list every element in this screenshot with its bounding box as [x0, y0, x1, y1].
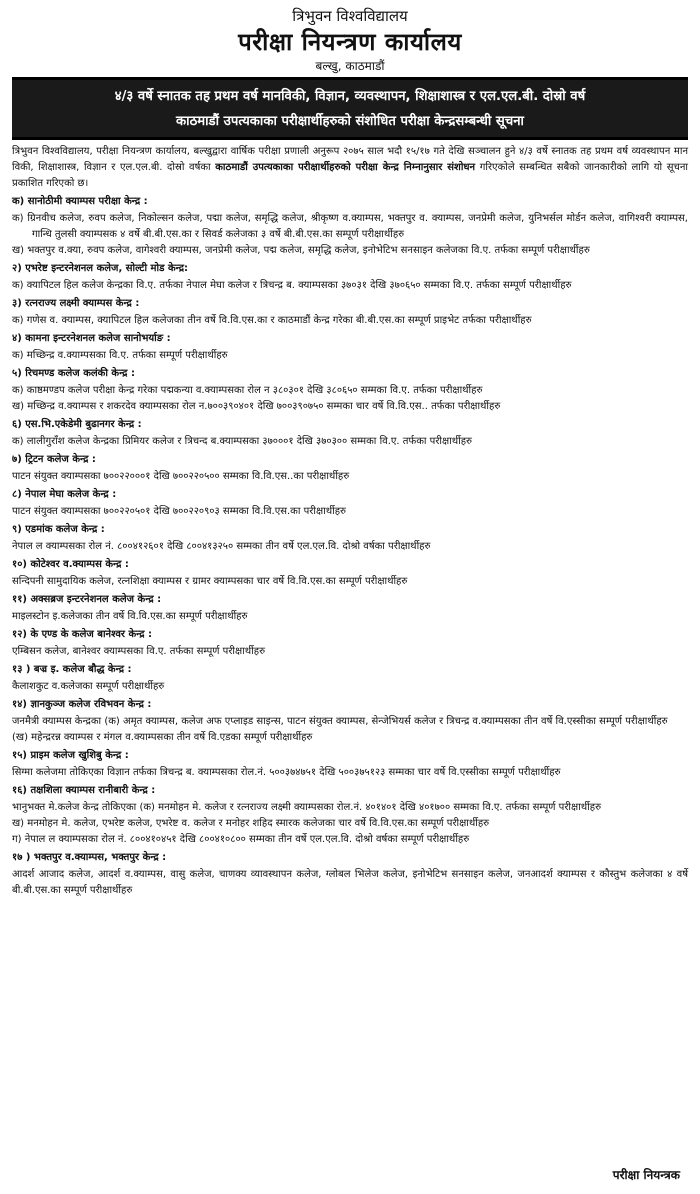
notice-title-line-2: काठमाडौं उपत्यकाका परीक्षार्थीहरुको संशोधित परीक्षा केन्द्रसम्बन्धी सूचना — [176, 114, 524, 129]
office-location: बल्खु, काठमाडौं — [315, 59, 385, 73]
section-title: १४) ज्ञानकुञ्ज कलेज रविभवन केन्द्र : — [12, 699, 152, 710]
section-entry: सिग्मा कलेजमा तोकिएका विज्ञान तर्फका त्रिचन्द्र ब. क्याम्पसका रोल.नं. ५००३७४७५१ देखि ५००३७५१२३ सम्मका चार वर्षे वि.एस्सीका सम्पूर्ण परीक्षार्थीहरु — [12, 767, 561, 778]
section-entry: (ख) महेन्द्ररन्न क्याम्पस र मंगल व.क्याम्पसका तीन वर्षे वि.एडका सम्पूर्ण परीक्षार्थीहरु — [12, 732, 313, 743]
section-entry: क) काष्ठमण्डप कलेज परीक्षा केन्द्र गरेका पद्मकन्या व.क्याम्पसका रोल न ३८०३०१ देखि ३८०६५० सम्मका वि.ए. तर्फका परीक्षार्थीहरु — [12, 385, 483, 396]
section-title: १०) कोटेश्वर व.क्याम्पस केन्द्र : — [12, 559, 129, 570]
section-title: १५) प्राइम कलेज खुशिबु केन्द्र : — [12, 750, 129, 761]
section-title: क) सानोठीमी क्याम्पस परीक्षा केन्द्र : — [12, 196, 148, 207]
notice-title-line-1: ४/३ वर्षे स्नातक तह प्रथम वर्ष मानविकी, विज्ञान, व्यवस्थापन, शिक्षाशास्त्र र एल.एल.बी. दोस्रो वर्ष — [114, 89, 586, 104]
section-entry: ग) नेपाल ल क्याम्पसका रोल नं. ८००४१०४५१ देखि ८००४१०८०० सम्मका तीन वर्षे एल.एल.वि. दोश्रो वर्षका सम्पूर्ण परीक्षार्थीहरु — [12, 834, 470, 845]
section-entry: आदर्श आजाद कलेज, आदर्श व.क्याम्पस, वासु कलेज, चाणक्य व्यावस्थापन कलेज, ग्लोबल भिलेज कलेज, इनोभेटिभ सनसाइन कलेज, जनआदर्श क्याम्पस र कौस्तुभ कलेजका ४ वर्षे बी.बी.एस.का सम्पूर्ण परीक्षार्थीहरु — [12, 869, 688, 896]
intro-text-1: त्रिभुवन विश्वविद्यालय, परीक्षा नियन्त्रण कार्यालय, बल्खुद्वारा वार्षिक परीक्षा प्रणाली अनुरूप २०७५ साल भदौ १५/१७ गते देखि सञ्चालन हुने ४/३ वर्षे स्नातक तह प्रथम वर्ष व्यवस्थापन मान विकी, शिक्षाशास्त्र, विज्ञान र एल.एल.बी. दोस्रो वर्षका — [12, 146, 688, 173]
intro-text-bold: काठमाडौं उपत्यकाका परीक्षार्थीहरुको परीक्षा केन्द्र निम्नानुसार संशोधन — [215, 162, 476, 173]
section-entry: ख) भक्तपुर व.क्या, रुवप कलेज, वागेश्वरी क्याम्पस, जनप्रेमी कलेज, पद्म कलेज, समृद्धि कलेज, इनोभेटिभ सनसाइन कलेजका वि.ए. तर्फका सम्पूर्ण परीक्षार्थीहरु — [12, 245, 590, 256]
section-title: १६) तक्षशिला क्याम्पस रानीबारी केन्द्र : — [12, 785, 156, 796]
section-title: ४) कामना इन्टरनेशनल कलेज सानोभर्याङ : — [12, 333, 171, 344]
section-entry: पाटन संयुक्त क्याम्पसका ७००२२०००१ देखि ७००२२०५०० सम्मका वि.वि.एस..का परीक्षार्थीहरु — [12, 471, 350, 482]
section-entry: क) क्यापिटल हिल कलेज केन्द्रका वि.ए. तर्फका नेपाल मेघा कलेज र त्रिचन्द्र ब. क्याम्पसका ३७०३१ देखि ३७०६५० सम्मका वि.ए. तर्फका सम्पूर्ण परीक्षार्थीहरु — [12, 280, 572, 291]
intro-paragraph — [12, 144, 688, 192]
signature-exam-controller: परीक्षा नियन्त्रक — [612, 1168, 680, 1182]
section-entry: सन्दिपनी सामुदायिक कलेज, रत्नशिक्षा क्याम्पस र ग्रामर क्याम्पसका चार वर्षे वि.वि.एस.का सम्पूर्ण परीक्षार्थीहरु — [12, 576, 408, 587]
section-entry: ख) मनमोहन मे. कलेज, एभरेष्ट कलेज, एभरेष्ट व. कलेज र मनोहर शहिद स्मारक कलेजका चार वर्षे वि.वि.एस.का सम्पूर्ण परीक्षार्थीहरु — [12, 818, 490, 829]
section-title: ७) ट्रिटन कलेज केन्द्र : — [12, 454, 96, 465]
office-name: परीक्षा नियन्त्रण कार्यालय — [238, 28, 462, 56]
university-name: त्रिभुवन विश्वविद्यालय — [292, 7, 408, 25]
section-entry: भानुभक्त मे.कलेज केन्द्र तोकिएका (क) मनमोहन मे. कलेज र रत्नराज्य लक्ष्मी क्याम्पसका रोल.नं. ४०१४०१ देखि ४०१७०० सम्मका वि.ए. तर्फका सम्पूर्ण परीक्षार्थीहरु — [12, 802, 602, 813]
section-title: १३ ) बज्र इ. कलेज बौद्ध केन्द्र : — [12, 664, 132, 675]
section-entry: क) ग्रिनवीच कलेज, रुवप कलेज, निकोल्सन कलेज, पद्मा कलेज, समृद्धि कलेज, श्रीकृष्ण व.क्याम्पस, भक्तपुर व. क्याम्पस, जनप्रेमी कलेज, युनिभर्सल मोर्डन कलेज, वागिश्वरी क्याम्पस, गान्धि तुलसी क्याम्पसक ४ वर्षे बी.बी.एस.का र सिवर्ड कलेजका ३ वर्षे बी.बी.एस.का सम्पूर्ण परीक्षार्थीहरु — [12, 213, 688, 240]
section-entry: कैलाशकुट व.कलेजका सम्पूर्ण परीक्षार्थीहरु — [12, 681, 165, 692]
section-title: १७ ) भक्तपुर व.क्याम्पस, भक्तपुर केन्द्र : — [12, 852, 167, 863]
section-title: ६) एस.भि.एकेडेमी बुढानगर केन्द्र : — [12, 419, 142, 430]
notice-title-banner — [12, 77, 688, 140]
section-entry: ख) मच्छिन्द्र व.क्याम्पस र शकरदेव क्याम्पसका रोल न.७००३९०४०१ देखि ७००३९०७५० सम्मका चार वर्षे वि.वि.एस.. तर्फका परीक्षार्थीहरु — [12, 401, 501, 412]
section-entry: जनमैत्री क्याम्पस केन्द्रका (क) अमृत क्याम्पस, कलेज अफ एप्लाइड साइन्स, पाटन संयुक्त क्याम्पस, सेन्जेभियर्स कलेज र त्रिचन्द्र व.क्याम्पसका तीन वर्षे वि.एस्सीका सम्पूर्ण परीक्षार्थीहरु — [12, 716, 668, 727]
section-title: ५) रिचमण्ड कलेज कलंकी केन्द्र : — [12, 368, 135, 379]
section-entry: एम्बिसन कलेज, बानेश्वर क्याम्पसका वि.ए. तर्फका सम्पूर्ण परीक्षार्थीहरु — [12, 646, 266, 657]
section-entry: क) मच्छिन्द्र व.क्याम्पसका वि.ए. तर्फका सम्पूर्ण परीक्षार्थीहरु — [12, 350, 228, 361]
intro-text-2: गरिएकोले सम्बन्धित सबैको जानकारीको लागि यो सूचना प्रकाशित गरिएको छ। — [12, 162, 688, 189]
section-entry: क) लालीगुराँश कलेज केन्द्रका प्रिमियर कलेज र त्रिचन्द ब.क्याम्पसका ३७०००१ देखि ३७०३०० सम्मका वि.ए. तर्फका परीक्षार्थीहरु — [12, 436, 473, 447]
exam-centre-sections — [12, 193, 688, 899]
section-title: ३) रत्नराज्य लक्ष्मी क्याम्पस केन्द्र : — [12, 298, 140, 309]
section-title: ९) एडमांक कलेज केन्द्र : — [12, 524, 105, 535]
section-title: १२) के एण्ड के कलेज बानेश्वर केन्द्र : — [12, 629, 153, 640]
section-entry: नेपाल ल क्याम्पसका रोल नं. ८००४१२६०१ देखि ८००४१३२५० सम्मका तीन वर्षे एल.एल.वि. दोश्रो वर्षका परीक्षार्थीहरु — [12, 541, 431, 552]
section-entry: पाटन संयुक्त क्याम्पसका ७००२२०५०१ देखि ७००२२०९०३ सम्मका वि.वि.एस.का परीक्षार्थीहरु — [12, 506, 347, 517]
section-title: ८) नेपाल मेघा कलेज केन्द्र : — [12, 489, 117, 500]
section-title: २) एभरेष्ट इन्टरनेशनल कलेज, सोल्टी मोड केन्द्र: — [12, 263, 189, 274]
section-entry: क) गणेस व. क्याम्पस, क्यापिटल हिल कलेजका तीन वर्षे वि.वि.एस.का र काठमाडौं केन्द्र गरेका बी.बी.एस.का सम्पूर्ण प्राइभेट तर्फका परीक्षार्थीहरु — [12, 315, 532, 326]
section-entry: माइलस्टोन इ.कलेजका तीन वर्षे वि.वि.एस.का सम्पूर्ण परीक्षार्थीहरु — [12, 611, 248, 622]
section-title: ११) अक्सब्रज इन्टरनेशनल कलेज केन्द्र : — [12, 594, 162, 605]
